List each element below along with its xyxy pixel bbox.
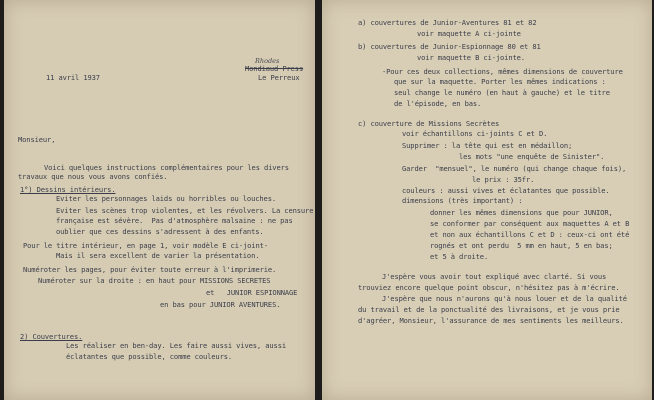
closing-line: J'espère vous avoir tout expliqué avec clarté. Si vous bbox=[382, 272, 607, 281]
cover-line: -Pour ces deux collections, mêmes dimensions de couverture bbox=[382, 67, 623, 76]
cover-line: de l'épisode, en bas. bbox=[394, 99, 482, 108]
instruction-line: en bas pour JUNIOR AVENTURES. bbox=[160, 300, 281, 309]
instruction-line: oublier que ces dessins s'adressent à des enfants. bbox=[56, 227, 264, 236]
cover-line: c) couverture de Missions Secrètes bbox=[358, 119, 500, 128]
section-heading-drawings: 1°) Dessins intérieurs. bbox=[20, 185, 116, 194]
cover-line: couleurs : aussi vives et éclatantes que possible. bbox=[402, 186, 610, 195]
cover-line: que sur la maquette. Porter les mêmes indications : bbox=[394, 77, 606, 86]
instruction-line: éclatantes que possible, comme couleurs. bbox=[66, 352, 233, 361]
cover-line: et non aux échantillons C et D : ceux-ci ont été bbox=[430, 230, 630, 239]
letter-page-right bbox=[322, 0, 652, 400]
instruction-line: Pour le titre intérieur, en page 1, voir modèle E ci-joint- bbox=[23, 241, 268, 250]
cover-line: voir maquette A ci-jointe bbox=[417, 29, 521, 38]
cover-line: rognés et ont perdu 5 mm en haut, 5 en bas; bbox=[430, 241, 613, 250]
sender-name: Mondiaud Press bbox=[245, 64, 304, 73]
instruction-line: Mais il sera excellent de varier la présentation. bbox=[56, 251, 260, 260]
intro-line: Voici quelques instructions complémentaires pour les divers bbox=[44, 163, 289, 172]
handwritten-note: Rhodes bbox=[255, 57, 280, 65]
letter-page-left bbox=[4, 0, 315, 400]
cover-line: Garder "mensuel", le numéro (qui change chaque fois), bbox=[402, 164, 627, 173]
instruction-line: Numéroter les pages, pour éviter toute erreur à l'imprimerie. bbox=[23, 265, 277, 274]
cover-line: seul change le numéro (en haut à gauche) et le titre bbox=[394, 88, 610, 97]
cover-line: dimensions (très important) : bbox=[402, 196, 523, 205]
cover-line: a) couvertures de Junior-Aventures 81 et 82 bbox=[358, 18, 537, 27]
section-heading-covers: 2) Couvertures. bbox=[20, 332, 83, 341]
cover-line: et 5 à droite. bbox=[430, 252, 489, 261]
closing-line: du travail et de la ponctualité des livraisons, et je vous prie bbox=[358, 305, 620, 314]
intro-line: travaux que nous vous avons confiés. bbox=[18, 172, 168, 181]
cover-line: voir maquette B ci-jointe. bbox=[417, 53, 525, 62]
instruction-line: Eviter les scènes trop violentes, et les révolvers. La censure bbox=[56, 206, 314, 215]
letter-date: 11 avril 1937 bbox=[46, 73, 100, 82]
cover-line: se conformer par conséquent aux maquettes A et B bbox=[430, 219, 630, 228]
instruction-line: Numéroter sur la droite : en haut pour MISSIONS SECRETES bbox=[38, 276, 271, 285]
closing-line: trouviez encore quelque point obscur, n'hésitez pas à m'écrire. bbox=[358, 283, 620, 292]
closing-line: d'agréer, Monsieur, l'assurance de mes sentiments les meilleurs. bbox=[358, 316, 624, 325]
cover-line: donner les mêmes dimensions que pour JUNIOR, bbox=[430, 208, 613, 217]
instruction-line: Les réaliser en ben-day. Les faire aussi vives, aussi bbox=[66, 341, 286, 350]
sender-city: Le Perreux bbox=[258, 73, 300, 82]
cover-line: voir échantillons ci-joints C et D. bbox=[402, 129, 548, 138]
instruction-line: Eviter les personnages laids ou horribles ou louches. bbox=[56, 194, 276, 203]
cover-line: b) couvertures de Junior-Espionnage 80 et 81 bbox=[358, 42, 541, 51]
salutation: Monsieur, bbox=[18, 135, 56, 144]
instruction-line: française est sévère. Pas d'atmosphère malsaine : ne pas bbox=[56, 216, 293, 225]
cover-line: Supprimer : la tête qui est en médaillon; bbox=[402, 141, 573, 150]
cover-line: le prix : 35fr. bbox=[472, 175, 535, 184]
closing-line: J'espère que nous n'aurons qu'à nous louer et de la qualité bbox=[382, 294, 627, 303]
instruction-line: et JUNIOR ESPIONNAGE bbox=[206, 288, 298, 297]
cover-line: les mots "une enquête de Sinister". bbox=[459, 152, 605, 161]
